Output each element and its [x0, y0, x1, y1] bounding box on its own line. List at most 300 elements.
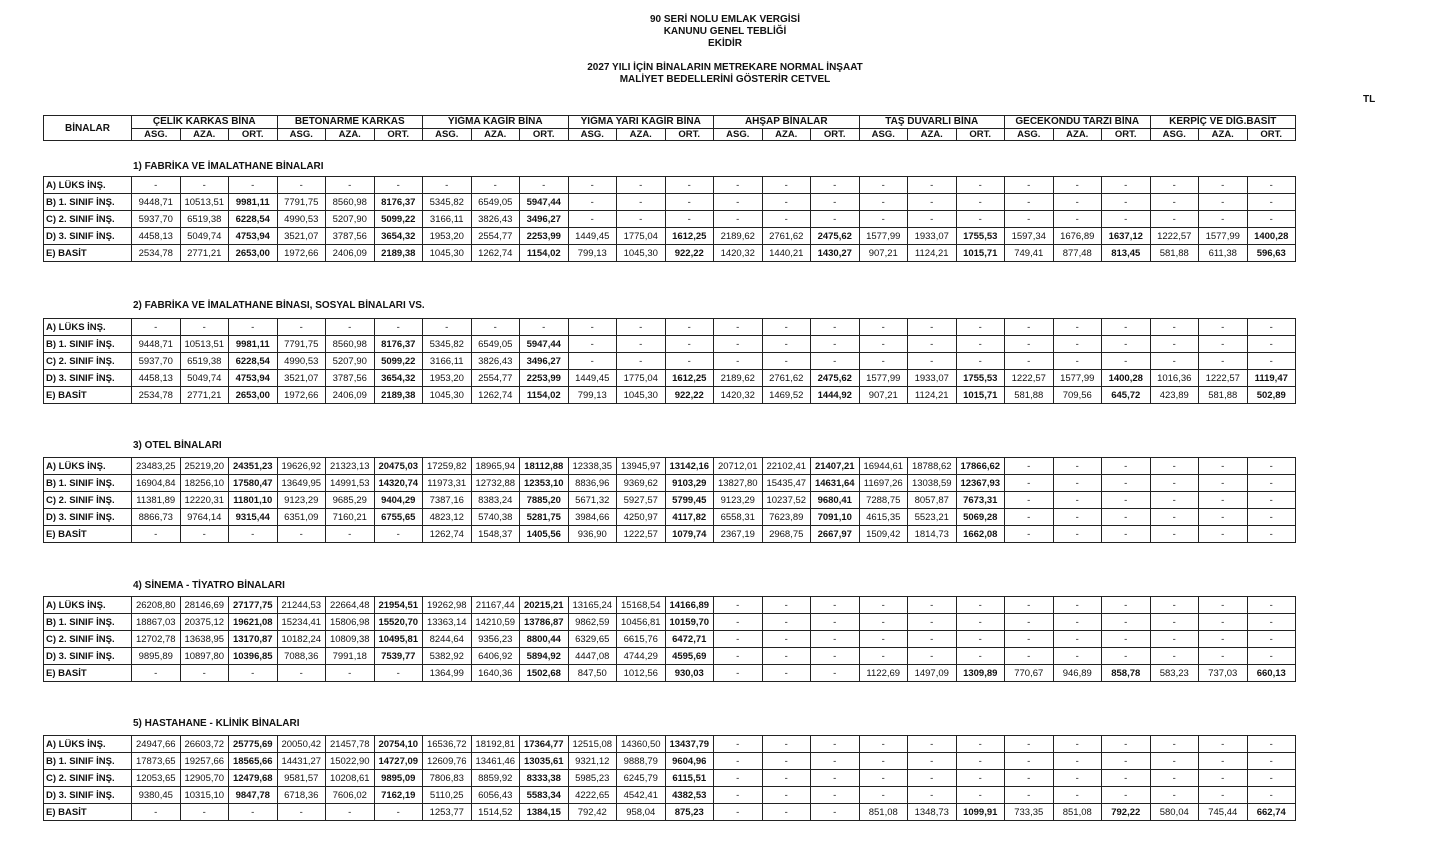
- table-cell: 6755,65: [374, 509, 423, 526]
- table-cell: 20712,01: [714, 458, 763, 475]
- table-cell: 10897,80: [180, 648, 229, 665]
- sub-column-header: AZA.: [471, 129, 520, 141]
- table-cell: -: [908, 319, 957, 336]
- table-cell: 2771,21: [180, 387, 229, 404]
- table-cell: -: [762, 597, 811, 614]
- table-cell: -: [1199, 492, 1248, 509]
- table-cell: -: [859, 631, 908, 648]
- table-cell: -: [1053, 753, 1102, 770]
- table-cell: -: [1150, 526, 1199, 543]
- table-cell: 1509,42: [859, 526, 908, 543]
- table-cell: -: [1005, 319, 1054, 336]
- table-cell: -: [617, 353, 666, 370]
- table-cell: 9981,11: [229, 336, 278, 353]
- table-cell: 4222,65: [568, 787, 617, 804]
- table-cell: 1045,30: [617, 387, 666, 404]
- table-cell: -: [229, 319, 278, 336]
- table-cell: 6549,05: [471, 194, 520, 211]
- table-cell: -: [1247, 353, 1296, 370]
- table-cell: 611,38: [1199, 245, 1248, 262]
- table-cell: -: [1005, 648, 1054, 665]
- table-cell: -: [1053, 458, 1102, 475]
- row-label: E) BASİT: [44, 804, 132, 821]
- table-cell: -: [1199, 753, 1248, 770]
- table-cell: -: [908, 631, 957, 648]
- table-cell: 9123,29: [277, 492, 326, 509]
- sub-column-header: ORT.: [1247, 129, 1296, 141]
- table-cell: -: [859, 336, 908, 353]
- doc-title-line5: MALİYET BEDELLERİNİ GÖSTERİR CETVEL: [619, 74, 831, 85]
- table-cell: 4744,29: [617, 648, 666, 665]
- table-cell: -: [1005, 509, 1054, 526]
- table-cell: 7091,10: [811, 509, 860, 526]
- row-label: D) 3. SINIF İNŞ.: [44, 509, 132, 526]
- table-cell: -: [714, 804, 763, 821]
- table-cell: 9895,09: [374, 770, 423, 787]
- table-cell: -: [1102, 614, 1151, 631]
- table-cell: 4447,08: [568, 648, 617, 665]
- table-cell: -: [568, 194, 617, 211]
- table-cell: -: [714, 194, 763, 211]
- table-cell: 922,22: [665, 387, 714, 404]
- table-cell: 1348,73: [908, 804, 957, 821]
- table-cell: 770,67: [1005, 665, 1054, 682]
- table-cell: 580,04: [1150, 804, 1199, 821]
- table-cell: 5985,23: [568, 770, 617, 787]
- table-cell: 1400,28: [1247, 228, 1296, 245]
- table-cell: -: [1102, 353, 1151, 370]
- table-cell: -: [1053, 631, 1102, 648]
- table-cell: -: [1199, 509, 1248, 526]
- table-cell: 9680,41: [811, 492, 860, 509]
- table-cell: 2761,62: [762, 228, 811, 245]
- table-cell: -: [1247, 458, 1296, 475]
- table-cell: 22664,48: [326, 597, 375, 614]
- table-cell: 1612,25: [665, 370, 714, 387]
- table-cell: 1405,56: [520, 526, 569, 543]
- section-table: [43, 318, 1296, 404]
- table-cell: 12367,93: [956, 475, 1005, 492]
- row-label: E) BASİT: [44, 665, 132, 682]
- table-cell: 21457,78: [326, 736, 375, 753]
- table-cell: 2667,97: [811, 526, 860, 543]
- table-cell: -: [1102, 736, 1151, 753]
- table-cell: -: [859, 787, 908, 804]
- table-cell: 3521,07: [277, 370, 326, 387]
- section-table: [43, 457, 1296, 543]
- row-label: A) LÜKS İNŞ.: [44, 319, 132, 336]
- table-cell: 4615,35: [859, 509, 908, 526]
- table-cell: -: [956, 614, 1005, 631]
- table-cell: 8244,64: [423, 631, 472, 648]
- table-cell: 6329,65: [568, 631, 617, 648]
- table-cell: 1384,15: [520, 804, 569, 821]
- table-cell: -: [956, 787, 1005, 804]
- section-title: 2) FABRİKA VE İMALATHANE BİNASI, SOSYAL BİNALARI VS.: [133, 300, 425, 311]
- table-cell: 1497,09: [908, 665, 957, 682]
- column-group-header: TAŞ DUVARLI BİNA: [859, 116, 1005, 129]
- table-cell: 17873,65: [132, 753, 181, 770]
- table-cell: -: [1150, 509, 1199, 526]
- table-cell: -: [714, 319, 763, 336]
- table-cell: -: [229, 665, 278, 682]
- table-cell: 10208,61: [326, 770, 375, 787]
- table-cell: -: [1053, 614, 1102, 631]
- table-cell: -: [811, 665, 860, 682]
- table-cell: 1045,30: [617, 245, 666, 262]
- table-cell: -: [277, 526, 326, 543]
- table-cell: -: [811, 736, 860, 753]
- table-cell: 2189,62: [714, 370, 763, 387]
- table-cell: 9764,14: [180, 509, 229, 526]
- table-cell: -: [811, 353, 860, 370]
- table-cell: -: [859, 770, 908, 787]
- table-cell: 1154,02: [520, 245, 569, 262]
- table-cell: -: [1005, 458, 1054, 475]
- table-row: [44, 804, 1296, 821]
- column-group-header: GECEKONDU TARZI BİNA: [1005, 116, 1151, 129]
- section-title: 4) SİNEMA - TİYATRO BİNALARI: [133, 580, 285, 591]
- table-cell: 6549,05: [471, 336, 520, 353]
- table-cell: 583,23: [1150, 665, 1199, 682]
- table-cell: 7288,75: [859, 492, 908, 509]
- table-cell: 1222,57: [1199, 370, 1248, 387]
- table-cell: -: [1053, 336, 1102, 353]
- table-cell: -: [762, 804, 811, 821]
- sub-column-header: ORT.: [1102, 129, 1151, 141]
- table-cell: 1222,57: [617, 526, 666, 543]
- table-cell: 9862,59: [568, 614, 617, 631]
- table-cell: 423,89: [1150, 387, 1199, 404]
- row-label: E) BASİT: [44, 245, 132, 262]
- table-cell: 858,78: [1102, 665, 1151, 682]
- table-cell: -: [1199, 770, 1248, 787]
- table-cell: -: [471, 177, 520, 194]
- table-cell: 26208,80: [132, 597, 181, 614]
- table-cell: 8560,98: [326, 336, 375, 353]
- table-cell: 1262,74: [471, 387, 520, 404]
- table-cell: 16944,61: [859, 458, 908, 475]
- table-cell: -: [277, 177, 326, 194]
- table-cell: 1933,07: [908, 228, 957, 245]
- table-cell: -: [423, 319, 472, 336]
- table-cell: 6056,43: [471, 787, 520, 804]
- table-cell: 13638,95: [180, 631, 229, 648]
- row-label-header: BİNALAR: [44, 116, 132, 141]
- table-cell: -: [665, 353, 714, 370]
- table-cell: -: [1053, 319, 1102, 336]
- section-table: [43, 596, 1296, 682]
- table-cell: -: [1102, 526, 1151, 543]
- table-cell: -: [859, 753, 908, 770]
- table-cell: 1154,02: [520, 387, 569, 404]
- table-cell: 4823,12: [423, 509, 472, 526]
- table-cell: 847,50: [568, 665, 617, 682]
- table-cell: 11381,89: [132, 492, 181, 509]
- table-cell: 1253,77: [423, 804, 472, 821]
- table-cell: -: [1247, 631, 1296, 648]
- table-cell: -: [908, 336, 957, 353]
- table-cell: -: [1150, 177, 1199, 194]
- table-cell: 1640,36: [471, 665, 520, 682]
- table-cell: 9321,12: [568, 753, 617, 770]
- table-cell: 1440,21: [762, 245, 811, 262]
- table-row: [44, 211, 1296, 228]
- table-cell: -: [714, 770, 763, 787]
- table-cell: 1124,21: [908, 245, 957, 262]
- table-cell: -: [1199, 353, 1248, 370]
- table-cell: -: [374, 177, 423, 194]
- sub-column-header: ORT.: [374, 129, 423, 141]
- table-cell: 7539,77: [374, 648, 423, 665]
- table-cell: -: [1005, 614, 1054, 631]
- table-cell: -: [714, 211, 763, 228]
- row-label: B) 1. SINIF İNŞ.: [44, 475, 132, 492]
- table-cell: 1449,45: [568, 228, 617, 245]
- table-cell: 12220,31: [180, 492, 229, 509]
- table-cell: 1775,04: [617, 228, 666, 245]
- table-cell: -: [1150, 631, 1199, 648]
- table-cell: 10513,51: [180, 336, 229, 353]
- table-cell: -: [762, 353, 811, 370]
- table-cell: 8333,38: [520, 770, 569, 787]
- table-cell: 12732,88: [471, 475, 520, 492]
- table-cell: 12053,65: [132, 770, 181, 787]
- table-cell: 5099,22: [374, 353, 423, 370]
- table-cell: -: [1102, 319, 1151, 336]
- table-cell: 1972,66: [277, 387, 326, 404]
- table-cell: 851,08: [1053, 804, 1102, 821]
- table-cell: 12338,35: [568, 458, 617, 475]
- table-cell: -: [1150, 787, 1199, 804]
- table-cell: 1016,36: [1150, 370, 1199, 387]
- table-row: [44, 648, 1296, 665]
- table-cell: 10809,38: [326, 631, 375, 648]
- table-cell: 2189,38: [374, 245, 423, 262]
- table-cell: -: [374, 319, 423, 336]
- table-cell: -: [1150, 211, 1199, 228]
- sub-column-header: ASG.: [568, 129, 617, 141]
- table-cell: 813,45: [1102, 245, 1151, 262]
- table-cell: -: [811, 194, 860, 211]
- table-cell: -: [762, 770, 811, 787]
- table-cell: 11973,31: [423, 475, 472, 492]
- table-cell: 1262,74: [423, 526, 472, 543]
- table-cell: 11697,26: [859, 475, 908, 492]
- table-cell: -: [859, 177, 908, 194]
- table-cell: 792,42: [568, 804, 617, 821]
- table-row: [44, 194, 1296, 211]
- doc-title-line1: 90 SERİ NOLU EMLAK VERGİSİ: [649, 14, 801, 25]
- table-cell: 10513,51: [180, 194, 229, 211]
- table-cell: 5207,90: [326, 353, 375, 370]
- table-cell: 1012,56: [617, 665, 666, 682]
- table-cell: -: [1199, 177, 1248, 194]
- table-cell: 20050,42: [277, 736, 326, 753]
- table-cell: -: [1199, 631, 1248, 648]
- table-cell: -: [714, 177, 763, 194]
- table-cell: 21167,44: [471, 597, 520, 614]
- table-row: [44, 387, 1296, 404]
- doc-title-line3: EKİDİR: [708, 38, 742, 49]
- table-cell: 7623,89: [762, 509, 811, 526]
- table-cell: 1364,99: [423, 665, 472, 682]
- row-label: D) 3. SINIF İNŞ.: [44, 370, 132, 387]
- table-cell: 958,04: [617, 804, 666, 821]
- table-cell: -: [1150, 458, 1199, 475]
- table-cell: 1502,68: [520, 665, 569, 682]
- table-cell: 5110,25: [423, 787, 472, 804]
- table-cell: 9888,79: [617, 753, 666, 770]
- table-cell: 6718,36: [277, 787, 326, 804]
- table-cell: 1124,21: [908, 387, 957, 404]
- table-cell: -: [714, 787, 763, 804]
- table-cell: -: [1005, 770, 1054, 787]
- table-cell: -: [1247, 492, 1296, 509]
- table-cell: -: [811, 770, 860, 787]
- table-cell: 13363,14: [423, 614, 472, 631]
- table-cell: -: [1102, 597, 1151, 614]
- table-cell: -: [1102, 509, 1151, 526]
- column-group-header: ÇELİK KARKAS BİNA: [132, 116, 278, 129]
- table-cell: -: [617, 194, 666, 211]
- table-cell: -: [956, 194, 1005, 211]
- table-cell: 1400,28: [1102, 370, 1151, 387]
- table-cell: -: [1247, 194, 1296, 211]
- table-row: [44, 526, 1296, 543]
- table-cell: 15168,54: [617, 597, 666, 614]
- table-cell: -: [1053, 177, 1102, 194]
- table-cell: -: [1199, 648, 1248, 665]
- table-cell: -: [1102, 753, 1151, 770]
- row-label: D) 3. SINIF İNŞ.: [44, 648, 132, 665]
- table-cell: 1420,32: [714, 245, 763, 262]
- table-cell: 5799,45: [665, 492, 714, 509]
- table-cell: 1222,57: [1005, 370, 1054, 387]
- table-cell: 24351,23: [229, 458, 278, 475]
- table-cell: 20375,12: [180, 614, 229, 631]
- table-cell: 2554,77: [471, 370, 520, 387]
- table-cell: -: [1150, 336, 1199, 353]
- table-cell: 1079,74: [665, 526, 714, 543]
- table-cell: 3496,27: [520, 211, 569, 228]
- table-cell: -: [956, 597, 1005, 614]
- table-cell: 1755,53: [956, 370, 1005, 387]
- table-cell: -: [665, 319, 714, 336]
- table-cell: 6615,76: [617, 631, 666, 648]
- table-cell: 1577,99: [859, 370, 908, 387]
- table-cell: 660,13: [1247, 665, 1296, 682]
- table-cell: 27177,75: [229, 597, 278, 614]
- table-cell: 4753,94: [229, 370, 278, 387]
- table-cell: 18965,94: [471, 458, 520, 475]
- table-cell: 1814,73: [908, 526, 957, 543]
- table-cell: -: [762, 194, 811, 211]
- table-cell: -: [714, 353, 763, 370]
- table-cell: -: [1005, 597, 1054, 614]
- table-cell: 25775,69: [229, 736, 278, 753]
- table-cell: 16536,72: [423, 736, 472, 753]
- table-cell: -: [1005, 736, 1054, 753]
- table-cell: 9380,45: [132, 787, 181, 804]
- table-cell: -: [326, 526, 375, 543]
- table-cell: -: [859, 194, 908, 211]
- table-cell: -: [665, 211, 714, 228]
- table-cell: -: [1247, 597, 1296, 614]
- table-cell: 12479,68: [229, 770, 278, 787]
- sub-column-header: ORT.: [956, 129, 1005, 141]
- table-cell: 10495,81: [374, 631, 423, 648]
- table-cell: -: [617, 336, 666, 353]
- table-cell: -: [1053, 211, 1102, 228]
- table-row: [44, 736, 1296, 753]
- table-cell: 3826,43: [471, 211, 520, 228]
- table-cell: 14991,53: [326, 475, 375, 492]
- table-cell: -: [1247, 211, 1296, 228]
- table-cell: 13165,24: [568, 597, 617, 614]
- table-cell: 6115,51: [665, 770, 714, 787]
- table-cell: -: [908, 787, 957, 804]
- table-cell: 13649,95: [277, 475, 326, 492]
- table-cell: 3654,32: [374, 370, 423, 387]
- sub-column-header: ASG.: [859, 129, 908, 141]
- table-cell: 1045,30: [423, 245, 472, 262]
- row-label: C) 2. SINIF İNŞ.: [44, 353, 132, 370]
- table-cell: -: [908, 353, 957, 370]
- table-cell: 16904,84: [132, 475, 181, 492]
- table-cell: -: [1005, 492, 1054, 509]
- table-cell: 4542,41: [617, 787, 666, 804]
- table-cell: -: [1199, 336, 1248, 353]
- table-cell: 19262,98: [423, 597, 472, 614]
- table-cell: 15520,70: [374, 614, 423, 631]
- table-cell: -: [1102, 475, 1151, 492]
- table-cell: -: [1150, 736, 1199, 753]
- table-cell: -: [1102, 194, 1151, 211]
- section-title: 3) OTEL BİNALARI: [133, 440, 222, 451]
- table-cell: 10315,10: [180, 787, 229, 804]
- table-cell: 17364,77: [520, 736, 569, 753]
- table-cell: 5740,38: [471, 509, 520, 526]
- table-cell: 851,08: [859, 804, 908, 821]
- table-cell: 7791,75: [277, 336, 326, 353]
- table-cell: 8859,92: [471, 770, 520, 787]
- table-cell: 930,03: [665, 665, 714, 682]
- column-header-table: [43, 115, 1296, 141]
- table-cell: 922,22: [665, 245, 714, 262]
- table-cell: -: [1199, 736, 1248, 753]
- table-cell: 9981,11: [229, 194, 278, 211]
- table-cell: -: [568, 319, 617, 336]
- table-cell: 13038,59: [908, 475, 957, 492]
- table-cell: 7160,21: [326, 509, 375, 526]
- table-cell: 3984,66: [568, 509, 617, 526]
- table-cell: -: [1199, 194, 1248, 211]
- table-cell: 11801,10: [229, 492, 278, 509]
- table-cell: -: [1199, 458, 1248, 475]
- table-cell: 7673,31: [956, 492, 1005, 509]
- table-cell: 745,44: [1199, 804, 1248, 821]
- table-cell: -: [374, 526, 423, 543]
- table-cell: 4117,82: [665, 509, 714, 526]
- table-cell: 9448,71: [132, 194, 181, 211]
- table-row: [44, 319, 1296, 336]
- table-cell: 877,48: [1053, 245, 1102, 262]
- table-cell: 2771,21: [180, 245, 229, 262]
- table-cell: 2534,78: [132, 245, 181, 262]
- table-cell: -: [1102, 631, 1151, 648]
- row-label: A) LÜKS İNŞ.: [44, 597, 132, 614]
